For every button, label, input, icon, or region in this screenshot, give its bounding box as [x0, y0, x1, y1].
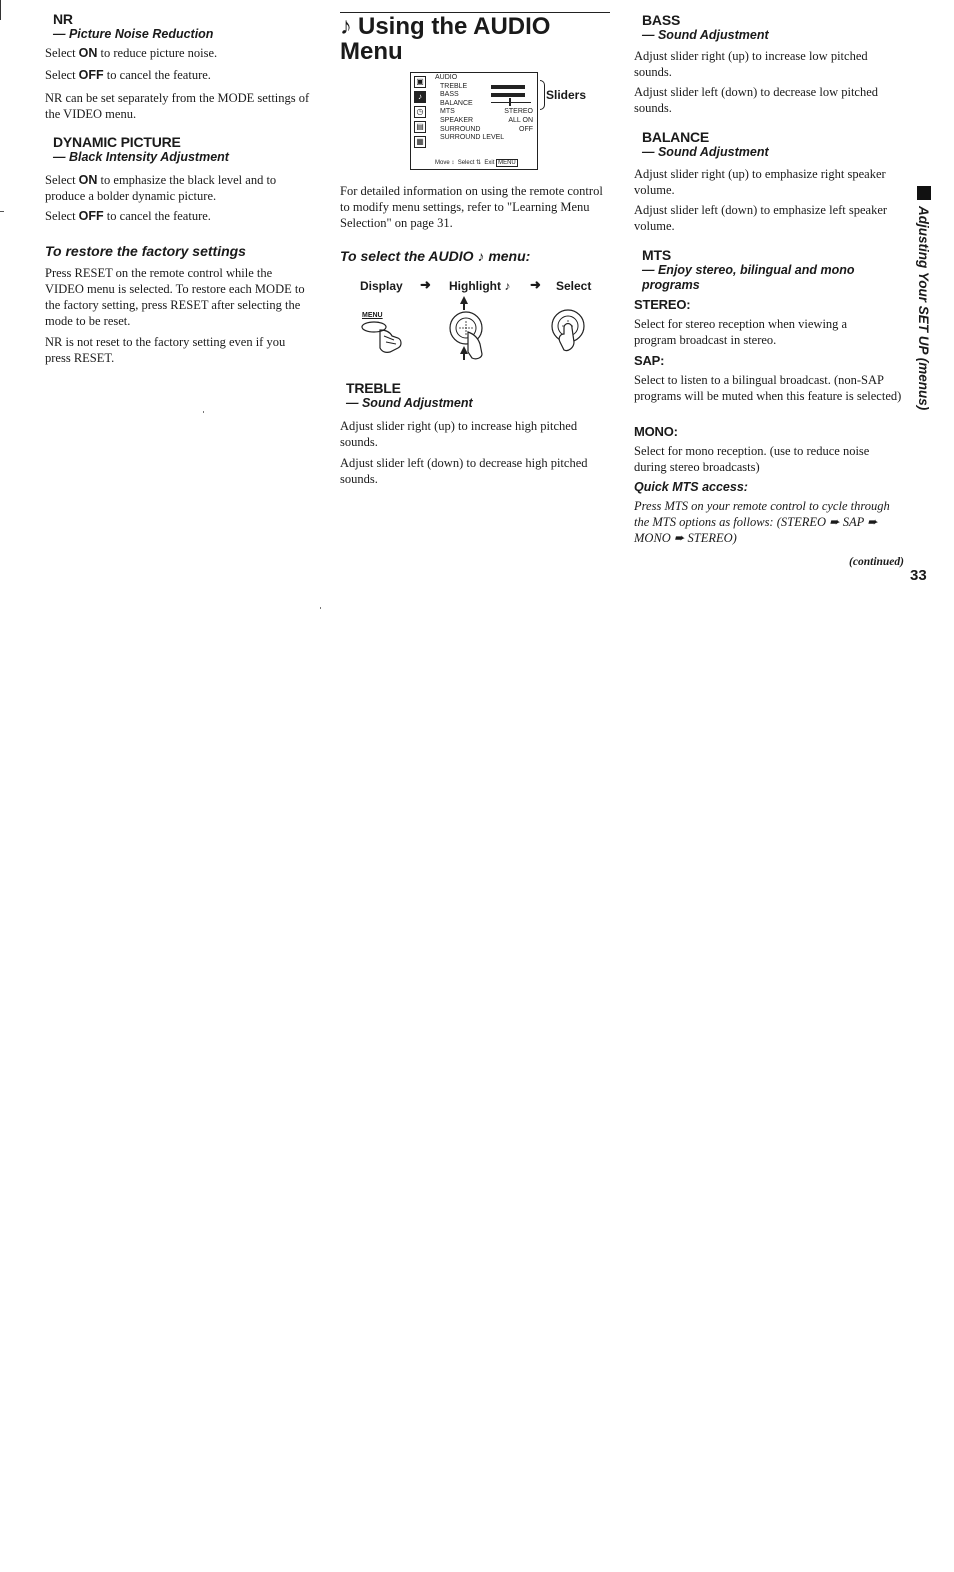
side-tab-label: Adjusting Your SET UP (menus) [916, 206, 931, 411]
menu-item-mts: MTS STEREO [440, 108, 533, 116]
arrow-right-icon: ➜ [420, 277, 431, 292]
dynamic-picture-on-text: Select ON to emphasize the black level and to produce a bolder dynamic picture. [45, 173, 277, 203]
bass-subheading: — Sound Adjustment [642, 28, 769, 42]
joystick-up-down-icon [448, 296, 498, 362]
audio-menu-screen [410, 72, 538, 170]
treble-increase-text: Adjust slider right (up) to increase high pitched sounds. [340, 419, 578, 449]
nr-subheading: — Picture Noise Reduction [53, 27, 214, 41]
sap-text: Select to listen to a bilingual broadcast. (non-SAP programs will be muted when this feature is selected) [634, 373, 902, 403]
page-number: 33 [910, 567, 927, 584]
step-display: Display [360, 279, 403, 293]
step-highlight: Highlight ♪ [449, 279, 511, 293]
mono-text: Select for mono reception. (use to reduce noise during stereo broadcasts) [634, 444, 870, 474]
balance-left-text: Adjust slider left (down) to emphasize left speaker volume. [634, 203, 888, 233]
timer-tab-icon: ◷ [414, 106, 426, 118]
setup-tab-icon: ▦ [414, 136, 426, 148]
menu-header: AUDIO [435, 74, 458, 81]
quick-mts-heading: Quick MTS access: [634, 480, 748, 494]
nr-on-text: Select ON to reduce picture noise. [45, 46, 218, 60]
margin-mark [0, 211, 4, 212]
hand-pointer-icon [360, 308, 410, 356]
video-tab-icon: ▣ [414, 76, 426, 88]
dynamic-picture-subheading: — Black Intensity Adjustment [53, 150, 229, 164]
joystick-select-illustration [550, 308, 590, 354]
page-title: ♪ Using the AUDIO Menu [340, 13, 551, 65]
balance-right-text: Adjust slider right (up) to emphasize right speaker volume. [634, 167, 886, 197]
bass-decrease-text: Adjust slider left (down) to decrease low pitched sounds. [634, 85, 879, 115]
dynamic-picture-off-text: Select OFF to cancel the feature. [45, 209, 211, 223]
quick-mts-text: Press MTS on your remote control to cycle through the MTS options as follows: (STEREO ➨ SAP ➨ MONO ➨ STEREO) [634, 499, 890, 545]
speaker-value: ALL ON [508, 116, 533, 124]
menu-item-surround-level: SURROUND LEVEL [440, 134, 505, 142]
margin-mark [320, 607, 321, 609]
sap-heading: SAP: [634, 353, 665, 368]
balance-heading: BALANCE [642, 129, 710, 145]
menu-item-bass: BASS [440, 91, 459, 99]
arrow-right-icon: ➜ [530, 277, 541, 292]
balance-subheading: — Sound Adjustment [642, 145, 769, 159]
menu-footer: Move ↕ Select ⇅ Exit MENU [435, 160, 516, 167]
treble-decrease-text: Adjust slider left (down) to decrease high pitched sounds. [340, 456, 588, 486]
sliders-label: Sliders [546, 88, 587, 102]
step-select: Select [556, 279, 592, 293]
bass-section [642, 13, 904, 43]
audio-note-icon: ♪ [340, 13, 352, 40]
bass-increase-text: Adjust slider right (up) to increase low pitched sounds. [634, 49, 868, 79]
select-audio-heading: To select the AUDIO ♪ menu: [340, 248, 531, 264]
menu-tabs [414, 76, 426, 148]
section-marker [917, 186, 931, 200]
stereo-heading: STEREO: [634, 297, 691, 312]
mts-value: STEREO [504, 108, 533, 116]
menu-item-speaker: SPEAKER ALL ON [440, 116, 533, 124]
treble-subheading: — Sound Adjustment [346, 396, 473, 410]
balance-slider [491, 102, 531, 103]
restore-factory-heading: To restore the factory settings [45, 243, 246, 259]
surround-value: OFF [519, 125, 533, 133]
treble-section [346, 381, 610, 411]
nr-section [53, 12, 313, 42]
bass-heading: BASS [642, 12, 681, 28]
margin-mark [0, 0, 1, 20]
dynamic-picture-heading: DYNAMIC PICTURE [53, 134, 181, 150]
stereo-text: Select for stereo reception when viewing a program broadcast in stereo. [634, 317, 848, 347]
sliders-bracket [540, 80, 545, 110]
joystick-highlight-illustration [448, 296, 498, 362]
continued-note: (continued) [849, 556, 904, 568]
bass-slider [491, 93, 525, 97]
treble-slider [491, 85, 525, 89]
mts-section [642, 248, 872, 293]
mts-subheading: — Enjoy stereo, bilingual and mono programs [642, 263, 855, 292]
joystick-press-icon [550, 308, 590, 354]
balance-section [642, 130, 904, 160]
mts-heading: MTS [642, 247, 671, 263]
menu-item-surround: SURROUND OFF [440, 125, 533, 133]
menu-button-press-illustration [360, 308, 410, 356]
balance-slider-knob [509, 98, 511, 106]
treble-heading: TREBLE [346, 380, 401, 396]
side-tab [916, 206, 936, 416]
nr-off-text: Select OFF to cancel the feature. [45, 68, 211, 82]
audio-intro-text: For detailed information on using the remote control to modify menu settings, refer to "Learning Menu Selection" on page 31. [340, 184, 603, 230]
nr-mode-note: NR can be set separately from the MODE settings of the VIDEO menu. [45, 91, 310, 121]
menu-item-treble: TREBLE [440, 82, 468, 90]
mono-heading: MONO: [634, 424, 678, 439]
nr-heading: NR [53, 11, 73, 27]
menu-item-balance: BALANCE [440, 99, 473, 107]
restore-nr-note: NR is not reset to the factory setting even if you press RESET. [45, 335, 286, 365]
channel-tab-icon: ▤ [414, 121, 426, 133]
audio-tab-icon: ♪ [414, 91, 426, 103]
dynamic-picture-section [53, 135, 313, 165]
restore-factory-text: Press RESET on the remote control while the VIDEO menu is selected. To restore each MODE to the factory setting, press RESET after selecting the mode to be reset. [45, 266, 305, 328]
menu-button-label: MENU [362, 312, 383, 319]
margin-mark [203, 411, 204, 413]
